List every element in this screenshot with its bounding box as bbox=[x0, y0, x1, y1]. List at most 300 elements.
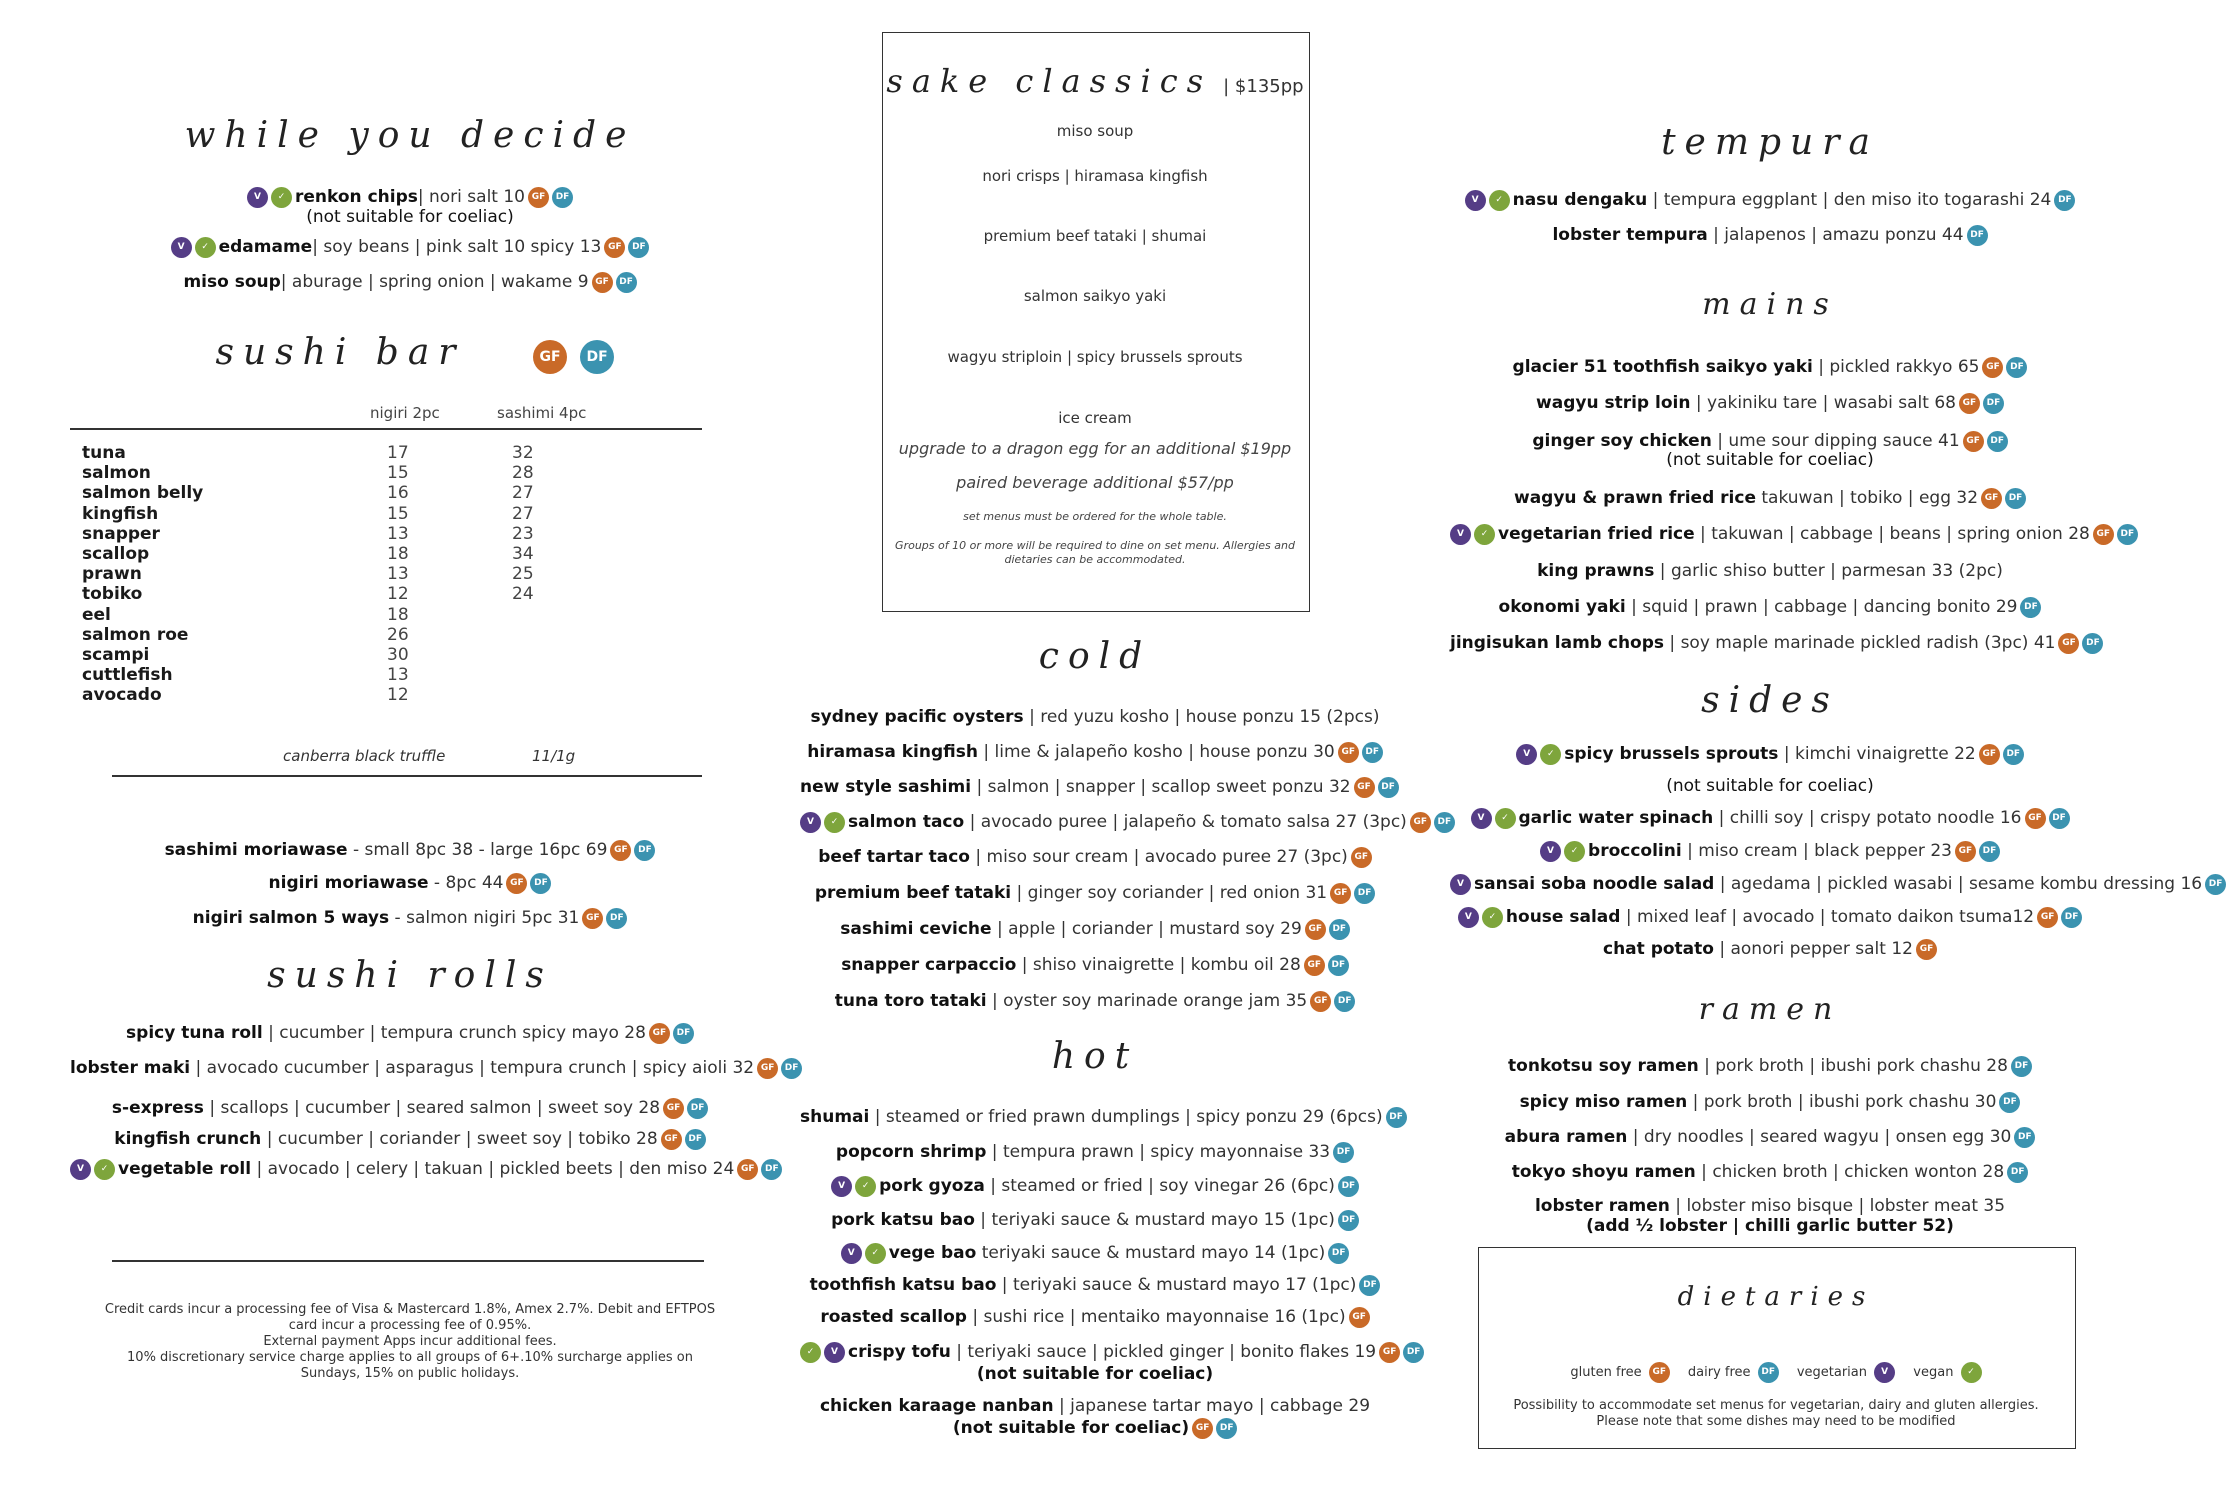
item-note bbox=[1450, 1215, 2090, 1237]
item-name: sashimi ceviche bbox=[840, 919, 992, 939]
menu-item bbox=[1450, 632, 2100, 654]
item-name: toothfish katsu bao bbox=[809, 1275, 997, 1295]
gluten-free-icon: GF bbox=[1649, 1362, 1670, 1383]
item-name: pork gyoza bbox=[879, 1176, 985, 1196]
item-name: spicy miso ramen bbox=[1519, 1092, 1688, 1112]
gluten-free-icon: GF bbox=[2025, 808, 2046, 829]
item-name: lobster maki bbox=[70, 1058, 191, 1078]
sushi-item-name: scampi bbox=[82, 645, 150, 665]
dairy-free-icon: DF bbox=[628, 237, 649, 258]
menu-item bbox=[1450, 906, 2090, 928]
item-description: | lobster miso bisque | lobster meat 35 bbox=[1669, 1196, 2006, 1216]
item-name: vegetable roll bbox=[118, 1159, 252, 1179]
sushi-item-name: cuttlefish bbox=[82, 665, 173, 686]
dairy-free-icon: DF bbox=[530, 873, 551, 894]
item-name: premium beef tataki bbox=[814, 883, 1012, 903]
item-name: broccolini bbox=[1588, 841, 1682, 861]
item-name: wagyu strip loin bbox=[1536, 393, 1691, 413]
sake-note-whole-table: set menus must be ordered for the whole table. bbox=[963, 510, 1227, 523]
gluten-free-icon: GF bbox=[1349, 1307, 1370, 1328]
dairy-free-icon: DF bbox=[1983, 393, 2004, 414]
nigiri-price: 12 bbox=[387, 685, 409, 706]
nigiri-price: 12 bbox=[387, 584, 409, 605]
vegan-icon: ✓ bbox=[271, 187, 292, 208]
dietaries-note-1: Possibility to accommodate set menus for vegetarian, dairy and gluten allergies. bbox=[1513, 1398, 2039, 1413]
vegan-icon: ✓ bbox=[800, 1342, 821, 1363]
gluten-free-icon: GF bbox=[1982, 357, 2003, 378]
dairy-free-icon: DF bbox=[552, 187, 573, 208]
item-name: vege bao bbox=[888, 1243, 977, 1263]
footer-line: Sundays, 15% on public holidays. bbox=[300, 1366, 520, 1381]
item-name: hiramasa kingfish bbox=[807, 742, 978, 762]
item-name: edamame bbox=[218, 237, 313, 257]
gluten-free-icon: GF bbox=[1981, 488, 2002, 509]
footer-line: 10% discretionary service charge applies to all groups of 6+.10% surcharge applies on bbox=[127, 1350, 693, 1365]
nigiri-price: 15 bbox=[387, 503, 409, 524]
item-description: | avocado | celery | takuan | pickled beets | den miso 24 bbox=[251, 1159, 735, 1179]
vegan-icon: ✓ bbox=[1495, 808, 1516, 829]
menu-item bbox=[70, 907, 750, 929]
item-name: nigiri salmon 5 ways bbox=[192, 908, 390, 928]
sushi-item-name: eel bbox=[82, 604, 111, 625]
item-name: jingisukan lamb chops bbox=[1450, 633, 1665, 653]
nigiri-price: 30 bbox=[387, 645, 409, 665]
gluten-free-icon: GF bbox=[1410, 812, 1431, 833]
menu-item bbox=[1450, 189, 2090, 211]
gluten-free-icon: GF bbox=[1338, 742, 1359, 763]
item-name: new style sashimi bbox=[800, 777, 972, 797]
menu-item bbox=[70, 1128, 750, 1150]
menu-item bbox=[70, 839, 750, 861]
menu-item bbox=[1450, 356, 2090, 378]
dairy-free-icon: DF bbox=[580, 340, 614, 374]
menu-item bbox=[1450, 873, 2223, 895]
sushi-item-name: scallop bbox=[82, 544, 150, 564]
vegetarian-icon: V bbox=[1458, 907, 1479, 928]
vegetarian-icon: V bbox=[1450, 524, 1471, 545]
vegetarian-icon: V bbox=[1874, 1362, 1895, 1383]
item-name: roasted scallop bbox=[820, 1307, 967, 1327]
sashimi-price: 34 bbox=[512, 544, 534, 564]
item-description: | kimchi vinaigrette 22 bbox=[1778, 744, 1976, 764]
vegan-icon: ✓ bbox=[1489, 190, 1510, 211]
dairy-free-icon: DF bbox=[1378, 777, 1399, 798]
nigiri-price: 13 bbox=[387, 564, 409, 585]
item-note-text: (not suitable for coeliac) bbox=[976, 1364, 1214, 1384]
item-name: king prawns bbox=[1537, 561, 1655, 581]
menu-item bbox=[800, 1175, 1390, 1197]
item-description: - small 8pc 38 - large 16pc 69 bbox=[347, 840, 608, 860]
footer-line: Credit cards incur a processing fee of Visa & Mastercard 1.8%, Amex 2.7%. Debit and EFTPOS bbox=[104, 1302, 716, 1317]
vegan-icon: ✓ bbox=[824, 812, 845, 833]
item-description: | soy maple marinade pickled radish (3pc) 41 bbox=[1664, 633, 2056, 653]
gluten-free-icon: GF bbox=[1955, 841, 1976, 862]
vegetarian-icon: V bbox=[171, 237, 192, 258]
dairy-free-icon: DF bbox=[1216, 1418, 1237, 1439]
gluten-free-icon: GF bbox=[1192, 1418, 1213, 1439]
item-note bbox=[70, 206, 750, 228]
item-description: | oyster soy marinade orange jam 35 bbox=[986, 991, 1308, 1011]
item-note-text: (not suitable for coeliac) bbox=[1666, 776, 1874, 796]
sake-course: miso soup bbox=[1056, 122, 1134, 140]
sake-course: ice cream bbox=[1058, 409, 1132, 427]
dairy-free-icon: DF bbox=[1338, 1176, 1359, 1197]
vegan-icon: ✓ bbox=[195, 237, 216, 258]
menu-item bbox=[70, 1022, 750, 1044]
tempura-title: tempura bbox=[1661, 122, 1879, 163]
menu-item bbox=[1450, 840, 2090, 862]
dairy-free-icon: DF bbox=[1967, 225, 1988, 246]
nigiri-column-header: nigiri 2pc bbox=[370, 404, 440, 422]
gluten-free-icon: GF bbox=[1330, 883, 1351, 904]
menu-item bbox=[70, 1097, 750, 1119]
vegan-icon: ✓ bbox=[1474, 524, 1495, 545]
sushi-item-name: tuna bbox=[82, 443, 126, 463]
vegetarian-icon: V bbox=[1516, 744, 1537, 765]
dairy-free-icon: DF bbox=[2061, 907, 2082, 928]
sushi-item-name: salmon bbox=[82, 463, 151, 484]
item-description: | garlic shiso butter | parmesan 33 (2pc) bbox=[1654, 561, 2003, 581]
vegan-icon: ✓ bbox=[1482, 907, 1503, 928]
menu-item bbox=[1450, 1195, 2090, 1217]
menu-item bbox=[800, 811, 1452, 833]
item-name: sansai soba noodle salad bbox=[1474, 874, 1715, 894]
dairy-free-icon: DF bbox=[2117, 524, 2138, 545]
menu-item bbox=[800, 1274, 1390, 1296]
sushi-item-name: tobiko bbox=[82, 584, 143, 605]
dairy-free-icon: DF bbox=[1354, 883, 1375, 904]
item-name: vegetarian fried rice bbox=[1498, 524, 1695, 544]
item-note-text: (not suitable for coeliac) bbox=[952, 1418, 1190, 1438]
dietaries-title: dietaries bbox=[1677, 1282, 1875, 1312]
footer-divider bbox=[112, 1260, 704, 1262]
dairy-free-icon: DF bbox=[2205, 874, 2226, 895]
menu-item bbox=[70, 872, 750, 894]
item-note bbox=[1450, 775, 2090, 797]
menu-item bbox=[800, 1242, 1390, 1264]
menu-item bbox=[800, 776, 1395, 798]
dairy-free-icon: DF bbox=[1979, 841, 2000, 862]
vegetarian-icon: V bbox=[70, 1159, 91, 1180]
item-description: | ume sour dipping sauce 41 bbox=[1711, 431, 1960, 451]
item-name: chat potato bbox=[1603, 939, 1714, 959]
dairy-free-icon: DF bbox=[1328, 955, 1349, 976]
dairy-free-icon: DF bbox=[2049, 808, 2070, 829]
item-name: miso soup bbox=[183, 272, 281, 292]
gluten-free-icon: GF bbox=[592, 272, 613, 293]
item-description: | cucumber | coriander | sweet soy | tobiko 28 bbox=[261, 1129, 658, 1149]
item-description: | aburage | spring onion | wakame 9 bbox=[280, 272, 589, 292]
dairy-free-icon: DF bbox=[1338, 1210, 1359, 1231]
item-description: teriyaki sauce & mustard mayo 14 (1pc) bbox=[976, 1243, 1326, 1263]
sake-course: wagyu striploin | spicy brussels sprouts bbox=[947, 348, 1243, 366]
dietary-legend bbox=[1478, 1362, 2074, 1383]
sushi-item-name: snapper bbox=[82, 523, 160, 544]
item-name: kingfish crunch bbox=[114, 1129, 262, 1149]
menu-item bbox=[1450, 1161, 2090, 1183]
sake-upgrade: upgrade to a dragon egg for an additional $19pp bbox=[898, 439, 1292, 458]
dairy-free-icon: DF bbox=[2007, 1162, 2028, 1183]
item-description: | squid | prawn | cabbage | dancing bonito 29 bbox=[1625, 597, 2018, 617]
item-name: s-express bbox=[111, 1098, 204, 1118]
item-description: | apple | coriander | mustard soy 29 bbox=[991, 919, 1302, 939]
gluten-free-icon: GF bbox=[663, 1098, 684, 1119]
item-name: pork katsu bao bbox=[831, 1210, 975, 1230]
vegetarian-icon: V bbox=[800, 812, 821, 833]
item-name: lobster tempura bbox=[1552, 225, 1708, 245]
sushi-item-name: salmon belly bbox=[82, 483, 204, 504]
item-note bbox=[800, 1363, 1390, 1385]
gluten-free-icon: GF bbox=[2037, 907, 2058, 928]
item-description: - 8pc 44 bbox=[428, 873, 504, 893]
sushi-bar-badges bbox=[530, 340, 614, 374]
sashimi-price: 24 bbox=[512, 584, 534, 605]
gluten-free-icon: GF bbox=[1354, 777, 1375, 798]
item-name: spicy brussels sprouts bbox=[1564, 744, 1779, 764]
sake-classics-box bbox=[882, 32, 1310, 612]
sashimi-price: 25 bbox=[512, 564, 534, 585]
sushi-item-name: prawn bbox=[82, 564, 142, 585]
sushi-item-name: salmon roe bbox=[82, 624, 189, 645]
item-description: | red yuzu kosho | house ponzu 15 (2pcs) bbox=[1023, 707, 1380, 727]
gluten-free-icon: GF bbox=[506, 873, 527, 894]
sushi-rolls-title: sushi rolls bbox=[267, 955, 553, 996]
dairy-free-icon: DF bbox=[2005, 488, 2026, 509]
sake-note-dietaries: dietaries can be accommodated. bbox=[1004, 553, 1186, 566]
gluten-free-icon: GF bbox=[604, 237, 625, 258]
menu-item bbox=[800, 1209, 1390, 1231]
item-description: | jalapenos | amazu ponzu 44 bbox=[1707, 225, 1964, 245]
dairy-free-icon: DF bbox=[1987, 431, 2008, 452]
item-name: nigiri moriawase bbox=[268, 873, 429, 893]
dairy-free-icon: DF bbox=[1362, 742, 1383, 763]
dairy-free-icon: DF bbox=[2003, 744, 2024, 765]
while-you-decide-title: while you decide bbox=[184, 115, 636, 156]
dairy-free-icon: DF bbox=[761, 1159, 782, 1180]
item-description: | avocado cucumber | asparagus | tempura crunch | spicy aioli 32 bbox=[190, 1058, 755, 1078]
menu-item bbox=[800, 741, 1390, 763]
item-description: | teriyaki sauce & mustard mayo 15 (1pc) bbox=[974, 1210, 1335, 1230]
item-note-text: (not suitable for coeliac) bbox=[1666, 450, 1874, 470]
item-description: | agedama | pickled wasabi | sesame kombu dressing 16 bbox=[1714, 874, 2203, 894]
dairy-free-icon: DF bbox=[2054, 190, 2075, 211]
menu-item bbox=[1450, 392, 2090, 414]
item-name: nasu dengaku bbox=[1512, 190, 1648, 210]
vegetarian-icon: V bbox=[841, 1243, 862, 1264]
legend-v-label: vegetarian bbox=[1796, 1365, 1867, 1380]
dairy-free-icon: DF bbox=[781, 1058, 802, 1079]
menu-item bbox=[1450, 560, 2090, 582]
menu-item bbox=[800, 1306, 1390, 1328]
item-note bbox=[800, 1417, 1390, 1439]
vegetarian-icon: V bbox=[1465, 190, 1486, 211]
menu-item bbox=[1450, 807, 2090, 829]
item-name: okonomi yaki bbox=[1498, 597, 1626, 617]
sake-pairing: paired beverage additional $57/pp bbox=[956, 473, 1234, 492]
footer-line: card incur a processing fee of 0.95%. bbox=[288, 1318, 532, 1333]
item-name: lobster ramen bbox=[1534, 1196, 1670, 1216]
dairy-free-icon: DF bbox=[2020, 597, 2041, 618]
gluten-free-icon: GF bbox=[1379, 1342, 1400, 1363]
section-divider bbox=[112, 775, 702, 777]
ramen-title: ramen bbox=[1698, 992, 1842, 1027]
sashimi-price: 28 bbox=[512, 463, 534, 484]
item-description: | pork broth | ibushi pork chashu 30 bbox=[1687, 1092, 1997, 1112]
menu-item bbox=[800, 990, 1390, 1012]
table-divider bbox=[70, 428, 702, 430]
sashimi-column-header: sashimi 4pc bbox=[497, 404, 587, 422]
item-description: | avocado puree | jalapeño & tomato salsa 27 (3pc) bbox=[964, 812, 1407, 832]
gluten-free-icon: GF bbox=[1979, 744, 2000, 765]
item-description: | japanese tartar mayo | cabbage 29 bbox=[1053, 1396, 1371, 1416]
dairy-free-icon: DF bbox=[1999, 1092, 2020, 1113]
dairy-free-icon: DF bbox=[2014, 1127, 2035, 1148]
sushi-item-name: avocado bbox=[82, 685, 162, 706]
dairy-free-icon: DF bbox=[616, 272, 637, 293]
legend-df-label: dairy free bbox=[1687, 1365, 1751, 1380]
menu-item bbox=[800, 1106, 1403, 1128]
item-description: | dry noodles | seared wagyu | onsen egg 30 bbox=[1627, 1127, 2012, 1147]
item-description: | miso sour cream | avocado puree 27 (3pc) bbox=[969, 847, 1348, 867]
truffle-name: canberra black truffle bbox=[283, 747, 446, 765]
nigiri-price: 17 bbox=[387, 443, 409, 463]
gluten-free-icon: GF bbox=[528, 187, 549, 208]
dairy-free-icon: DF bbox=[2011, 1056, 2032, 1077]
item-name: tonkotsu soy ramen bbox=[1508, 1056, 1699, 1076]
vegan-icon: ✓ bbox=[855, 1176, 876, 1197]
dairy-free-icon: DF bbox=[1359, 1275, 1380, 1296]
menu-item bbox=[1450, 1091, 2090, 1113]
vegan-icon: ✓ bbox=[1540, 744, 1561, 765]
menu-item bbox=[1450, 596, 2090, 618]
vegetarian-icon: V bbox=[1471, 808, 1492, 829]
dairy-free-icon: DF bbox=[1328, 1243, 1349, 1264]
item-description: | teriyaki sauce & mustard mayo 17 (1pc) bbox=[996, 1275, 1357, 1295]
gluten-free-icon: GF bbox=[1351, 847, 1372, 868]
dairy-free-icon: DF bbox=[687, 1098, 708, 1119]
menu-item bbox=[1450, 743, 2090, 765]
item-description: | scallops | cucumber | seared salmon | sweet soy 28 bbox=[203, 1098, 661, 1118]
dairy-free-icon: DF bbox=[685, 1129, 706, 1150]
menu-item bbox=[1450, 523, 2135, 545]
hot-title: hot bbox=[1051, 1036, 1139, 1077]
item-description: | teriyaki sauce | pickled ginger | bonito flakes 19 bbox=[950, 1342, 1377, 1362]
vegetarian-icon: V bbox=[1450, 874, 1471, 895]
dairy-free-icon: DF bbox=[1403, 1342, 1424, 1363]
item-note-text: (not suitable for coeliac) bbox=[306, 207, 514, 227]
item-description: - salmon nigiri 5pc 31 bbox=[389, 908, 580, 928]
sashimi-price: 27 bbox=[512, 503, 534, 524]
truffle-price: 11/1g bbox=[532, 747, 576, 765]
legend-vg-label: vegan bbox=[1913, 1365, 1954, 1380]
sashimi-price: 32 bbox=[512, 443, 534, 463]
item-description: | miso cream | black pepper 23 bbox=[1681, 841, 1952, 861]
item-name: sydney pacific oysters bbox=[810, 707, 1024, 727]
item-name: salmon taco bbox=[848, 812, 965, 832]
vegan-icon: ✓ bbox=[1564, 841, 1585, 862]
dietaries-note-2: Please note that some dishes may need to be modified bbox=[1596, 1414, 1956, 1429]
cold-title: cold bbox=[1038, 636, 1152, 677]
menu-item bbox=[1450, 487, 2090, 509]
menu-item bbox=[70, 186, 750, 208]
gluten-free-icon: GF bbox=[582, 908, 603, 929]
item-description: | yakiniku tare | wasabi salt 68 bbox=[1690, 393, 1956, 413]
item-description: | aonori pepper salt 12 bbox=[1713, 939, 1913, 959]
item-description: | lime & jalapeño kosho | house ponzu 30 bbox=[977, 742, 1335, 762]
item-name: chicken karaage nanban bbox=[819, 1396, 1054, 1416]
item-name: garlic water spinach bbox=[1518, 808, 1714, 828]
item-description: | takuwan | cabbage | beans | spring onion 28 bbox=[1694, 524, 2090, 544]
vegetarian-icon: V bbox=[824, 1342, 845, 1363]
sake-course: premium beef tataki | shumai bbox=[983, 227, 1207, 245]
menu-item bbox=[70, 271, 750, 293]
menu-item bbox=[800, 954, 1390, 976]
dairy-free-icon: DF bbox=[2082, 633, 2103, 654]
item-description: | tempura prawn | spicy mayonnaise 33 bbox=[986, 1142, 1331, 1162]
sushi-bar-title: sushi bar bbox=[215, 332, 465, 373]
item-name: popcorn shrimp bbox=[835, 1142, 987, 1162]
nigiri-price: 13 bbox=[387, 665, 409, 686]
menu-item bbox=[70, 1057, 799, 1079]
item-description: takuwan | tobiko | egg 32 bbox=[1755, 488, 1979, 508]
gluten-free-icon: GF bbox=[1305, 919, 1326, 940]
item-description: | ginger soy coriander | red onion 31 bbox=[1011, 883, 1328, 903]
vegetarian-icon: V bbox=[1540, 841, 1561, 862]
item-name: glacier 51 toothfish saikyo yaki bbox=[1512, 357, 1813, 377]
vegan-icon: ✓ bbox=[94, 1159, 115, 1180]
item-name: ginger soy chicken bbox=[1532, 431, 1712, 451]
sushi-item-name: kingfish bbox=[82, 503, 159, 524]
dairy-free-icon: DF bbox=[1386, 1107, 1407, 1128]
gluten-free-icon: GF bbox=[1963, 431, 1984, 452]
dairy-free-icon: DF bbox=[1758, 1362, 1779, 1383]
menu-item bbox=[800, 1341, 1421, 1363]
item-description: | sushi rice | mentaiko mayonnaise 16 (1pc) bbox=[966, 1307, 1346, 1327]
item-name: crispy tofu bbox=[848, 1342, 951, 1362]
item-name: shumai bbox=[800, 1107, 870, 1127]
mains-title: mains bbox=[1702, 287, 1838, 322]
dairy-free-icon: DF bbox=[1329, 919, 1350, 940]
dairy-free-icon: DF bbox=[673, 1023, 694, 1044]
menu-item bbox=[1450, 1126, 2090, 1148]
nigiri-price: 13 bbox=[387, 523, 409, 544]
menu-item bbox=[1450, 1055, 2090, 1077]
item-description: | mixed leaf | avocado | tomato daikon tsuma12 bbox=[1620, 907, 2035, 927]
menu-item bbox=[800, 882, 1390, 904]
item-name: tokyo shoyu ramen bbox=[1511, 1162, 1696, 1182]
sake-title-row bbox=[882, 62, 1308, 100]
menu-item bbox=[800, 1395, 1390, 1417]
gluten-free-icon: GF bbox=[1959, 393, 1980, 414]
item-description: | pork broth | ibushi pork chashu 28 bbox=[1698, 1056, 2008, 1076]
vegetarian-icon: V bbox=[831, 1176, 852, 1197]
item-name: house salad bbox=[1505, 907, 1621, 927]
gluten-free-icon: GF bbox=[610, 840, 631, 861]
item-description: | salmon | snapper | scallop sweet ponzu 32 bbox=[971, 777, 1351, 797]
item-name: beef tartar taco bbox=[818, 847, 970, 867]
item-description: | shiso vinaigrette | kombu oil 28 bbox=[1016, 955, 1301, 975]
vegan-icon: ✓ bbox=[1961, 1362, 1982, 1383]
item-name: sashimi moriawase bbox=[164, 840, 348, 860]
gluten-free-icon: GF bbox=[649, 1023, 670, 1044]
dairy-free-icon: DF bbox=[2006, 357, 2027, 378]
nigiri-price: 26 bbox=[387, 624, 409, 645]
nigiri-price: 18 bbox=[387, 544, 409, 564]
item-description: | cucumber | tempura crunch spicy mayo 28 bbox=[262, 1023, 646, 1043]
menu-item bbox=[70, 236, 750, 258]
menu-item bbox=[800, 846, 1390, 868]
item-description: | steamed or fried prawn dumplings | spicy ponzu 29 (6pcs) bbox=[869, 1107, 1383, 1127]
